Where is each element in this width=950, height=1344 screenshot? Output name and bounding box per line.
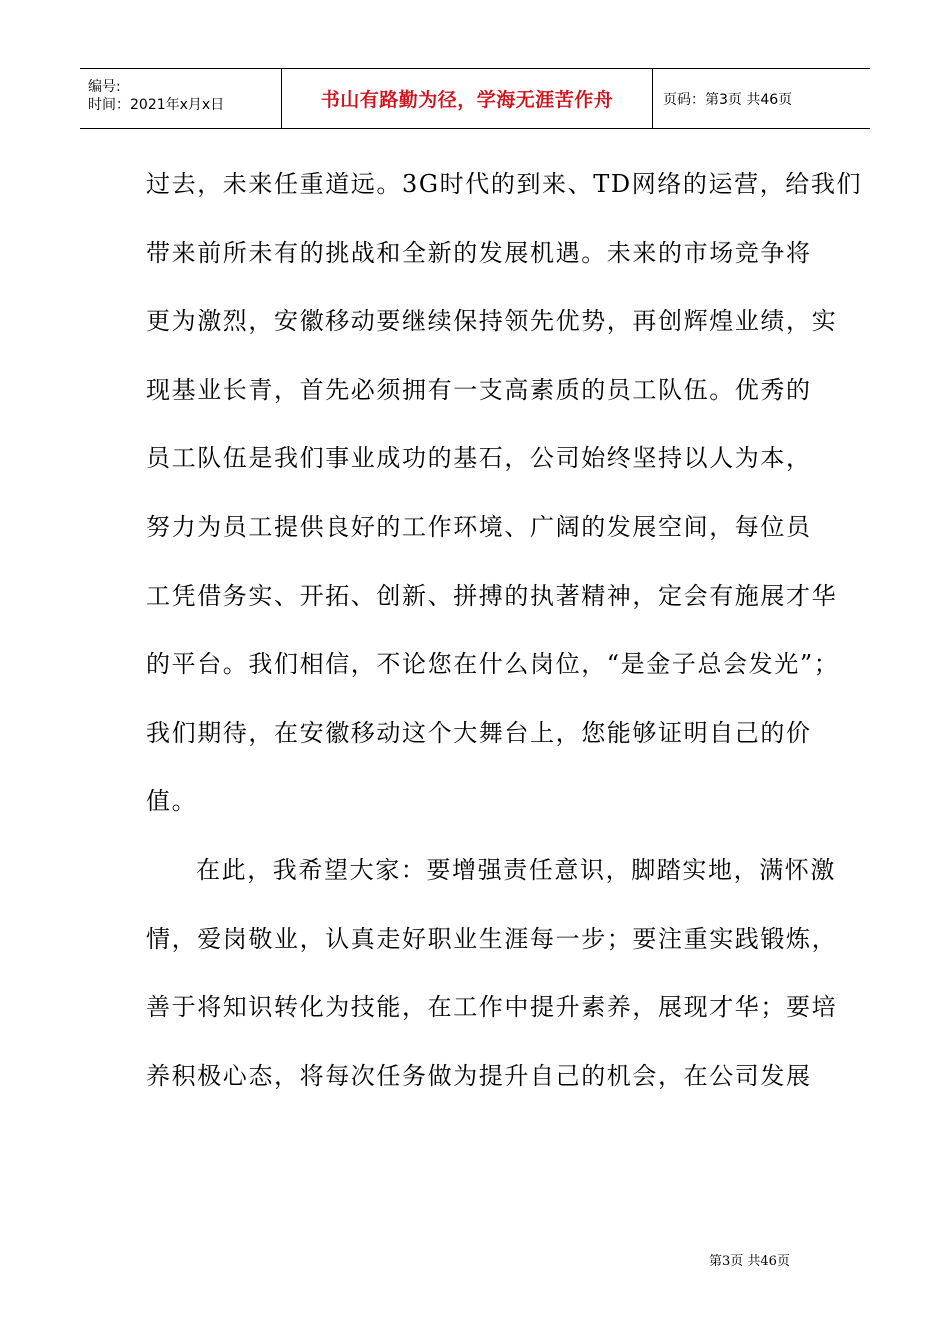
body-line: 更为激烈，安徽移动要继续保持领先优势，再创辉煌业绩，实 bbox=[146, 307, 838, 336]
document-number-label: 编号: bbox=[88, 78, 121, 95]
page-footer bbox=[709, 1250, 790, 1269]
body-line: 带来前所未有的挑战和全新的发展机遇。未来的市场竞争将 bbox=[146, 238, 812, 267]
body-line: 努力为员工提供良好的工作环境、广阔的发展空间，每位员 bbox=[146, 512, 812, 541]
document-body bbox=[146, 162, 863, 1122]
body-line: 值。 bbox=[146, 787, 198, 816]
body-line: 养积极心态，将每次任务做为提升自己的机会，在公司发展 bbox=[146, 1061, 812, 1090]
body-line: 我们期待，在安徽移动这个大舞台上，您能够证明自己的价 bbox=[146, 718, 812, 747]
header-page-code bbox=[653, 69, 870, 128]
footer-page-number: 第3页 共46页 bbox=[709, 1254, 790, 1269]
body-line-paragraph-start: 在此，我希望大家：要增强责任意识，脚踏实地，满怀激 bbox=[196, 855, 836, 884]
motto-text: 书山有路勤为径，学海无涯苦作舟 bbox=[320, 89, 614, 111]
body-line: 善于将知识转化为技能，在工作中提升素养，展现才华；要培 bbox=[146, 993, 838, 1022]
body-line: 员工队伍是我们事业成功的基石，公司始终坚持以人为本， bbox=[146, 444, 812, 473]
document-header bbox=[80, 68, 870, 129]
body-line: 过去，未来任重道远。3G时代的到来、TD网络的运营，给我们 bbox=[146, 170, 863, 198]
header-motto bbox=[282, 69, 653, 128]
header-meta bbox=[80, 69, 282, 128]
body-line: 的平台。我们相信，不论您在什么岗位，“是金子总会发光”； bbox=[146, 650, 840, 679]
document-date-label: 时间：2021年x月x日 bbox=[88, 96, 225, 113]
page-code-text: 页码：第3页 共46页 bbox=[663, 91, 793, 108]
body-line: 工凭借务实、开拓、创新、拼搏的执著精神，定会有施展才华 bbox=[146, 581, 838, 610]
body-line: 现基业长青，首先必须拥有一支高素质的员工队伍。优秀的 bbox=[146, 375, 812, 404]
body-line: 情，爱岗敬业，认真走好职业生涯每一步；要注重实践锻炼， bbox=[146, 924, 838, 953]
